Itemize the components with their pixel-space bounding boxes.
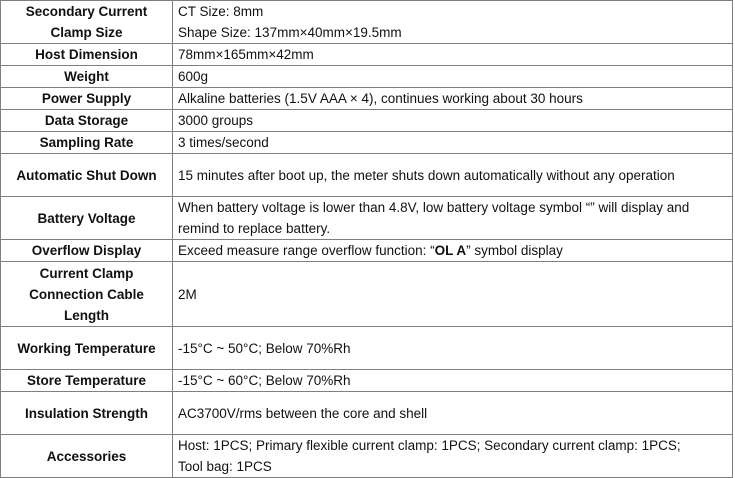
row-label: Secondary Current Clamp Size (1, 1, 173, 44)
row-label: Battery Voltage (1, 197, 173, 240)
row-value: Host: 1PCS; Primary flexible current clamp: 1PCS; Secondary current clamp: 1PCS; Tool bag: 1PCS (173, 435, 733, 478)
row-value: 2M (173, 262, 733, 327)
table-row (1, 435, 733, 478)
row-label: Store Temperature (1, 370, 173, 392)
row-label: Insulation Strength (1, 392, 173, 435)
overflow-text-prefix: Exceed measure range overflow function: “ (178, 243, 435, 258)
row-label: Accessories (1, 435, 173, 478)
row-value: AC3700V/rms between the core and shell (173, 392, 733, 435)
row-label: Host Dimension (1, 44, 173, 66)
row-label: Data Storage (1, 110, 173, 132)
row-value: Alkaline batteries (1.5V AAA × 4), continues working about 30 hours (173, 88, 733, 110)
table-row (1, 88, 733, 110)
row-value: When battery voltage is lower than 4.8V, low battery voltage symbol “” will display and remind to replace battery. (173, 197, 733, 240)
row-value: -15°C ~ 60°C; Below 70%Rh (173, 370, 733, 392)
row-value (173, 240, 733, 262)
row-label: Working Temperature (1, 327, 173, 370)
overflow-text-suffix: ” symbol display (466, 243, 563, 258)
row-value: -15°C ~ 50°C; Below 70%Rh (173, 327, 733, 370)
row-value: 3 times/second (173, 132, 733, 154)
row-value: 78mm×165mm×42mm (173, 44, 733, 66)
row-value: 600g (173, 66, 733, 88)
row-value: 15 minutes after boot up, the meter shuts down automatically without any operation (173, 154, 733, 197)
overflow-symbol: OL A (434, 243, 467, 258)
row-value: 3000 groups (173, 110, 733, 132)
table-row (1, 327, 733, 370)
row-label: Overflow Display (1, 240, 173, 262)
row-label: Automatic Shut Down (1, 154, 173, 197)
table-row (1, 110, 733, 132)
table-row (1, 44, 733, 66)
table-row (1, 66, 733, 88)
table-row (1, 197, 733, 240)
row-label: Current Clamp Connection Cable Length (1, 262, 173, 327)
table-row (1, 392, 733, 435)
table-row (1, 370, 733, 392)
row-value: CT Size: 8mm Shape Size: 137mm×40mm×19.5mm (173, 1, 733, 44)
table-row (1, 240, 733, 262)
table-row (1, 262, 733, 327)
table-row (1, 1, 733, 44)
row-label: Sampling Rate (1, 132, 173, 154)
table-row (1, 154, 733, 197)
row-label: Power Supply (1, 88, 173, 110)
row-label: Weight (1, 66, 173, 88)
table-row (1, 132, 733, 154)
